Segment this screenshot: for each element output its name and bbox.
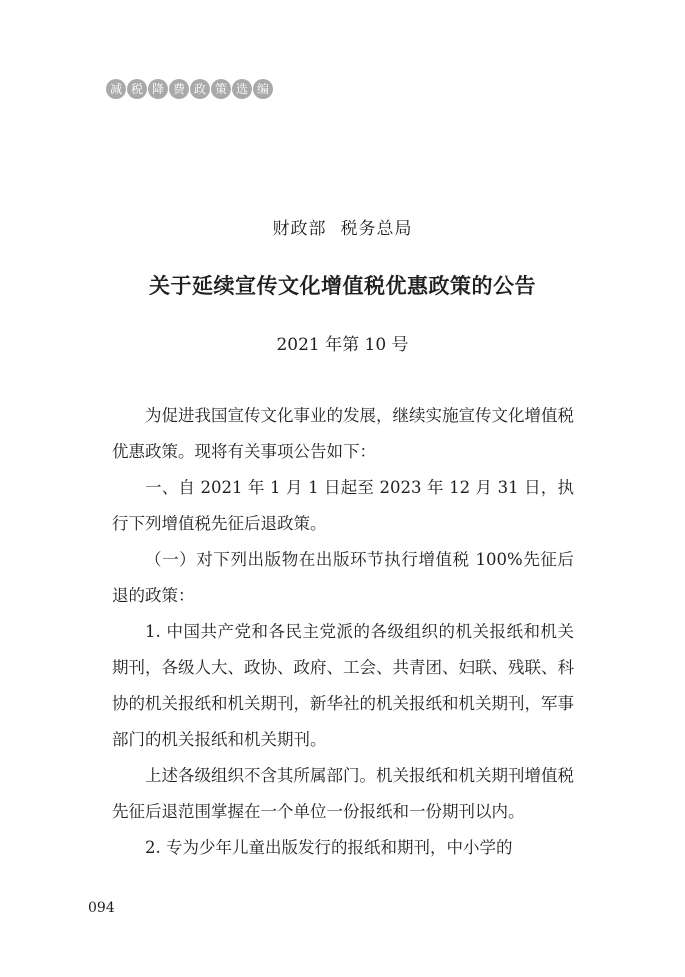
document-number: 2021 年第 10 号	[276, 335, 409, 355]
issuer-ministry-of-finance: 财政部	[272, 219, 327, 239]
body-paragraph: 上述各级组织不含其所属部门。机关报纸和机关期刊增值税先征后退范围掌握在一个单位一份报纸和一份期刊以内。	[112, 766, 574, 821]
series-title-char: 税	[127, 79, 147, 99]
series-title-char: 降	[148, 79, 168, 99]
body-paragraph: 2. 专为少年儿童出版发行的报纸和期刊，中小学的	[145, 838, 513, 857]
body-paragraph: 1. 中国共产党和各民主党派的各级组织的机关报纸和机关期刊，各级人大、政协、政府、工会、共青团、妇联、残联、科协的机关报纸和机关期刊，新华社的机关报纸和机关期刊，军事部门的机关报纸和机关期刊。	[112, 622, 574, 749]
issuing-authorities	[0, 214, 685, 239]
body-paragraph: 为促进我国宣传文化事业的发展，继续实施宣传文化增值税优惠政策。现将有关事项公告如下：	[112, 406, 574, 461]
document-title: 关于延续宣传文化增值税优惠政策的公告	[149, 273, 536, 298]
page-number: 094	[88, 900, 115, 916]
body-paragraph: 一、自 2021 年 1 月 1 日起至 2023 年 12 月 31 日，执行下列增值税先征后退政策。	[112, 478, 574, 533]
document-body	[112, 398, 574, 866]
series-title-char: 选	[232, 79, 252, 99]
series-title-badges	[106, 79, 273, 99]
series-title-char: 编	[253, 79, 273, 99]
series-title-char: 费	[169, 79, 189, 99]
series-title-char: 策	[211, 79, 231, 99]
series-title-char: 减	[106, 79, 126, 99]
series-title-char: 政	[190, 79, 210, 99]
body-paragraph: （一）对下列出版物在出版环节执行增值税 100%先征后退的政策：	[112, 550, 574, 605]
issuer-tax-administration: 税务总局	[340, 219, 413, 239]
